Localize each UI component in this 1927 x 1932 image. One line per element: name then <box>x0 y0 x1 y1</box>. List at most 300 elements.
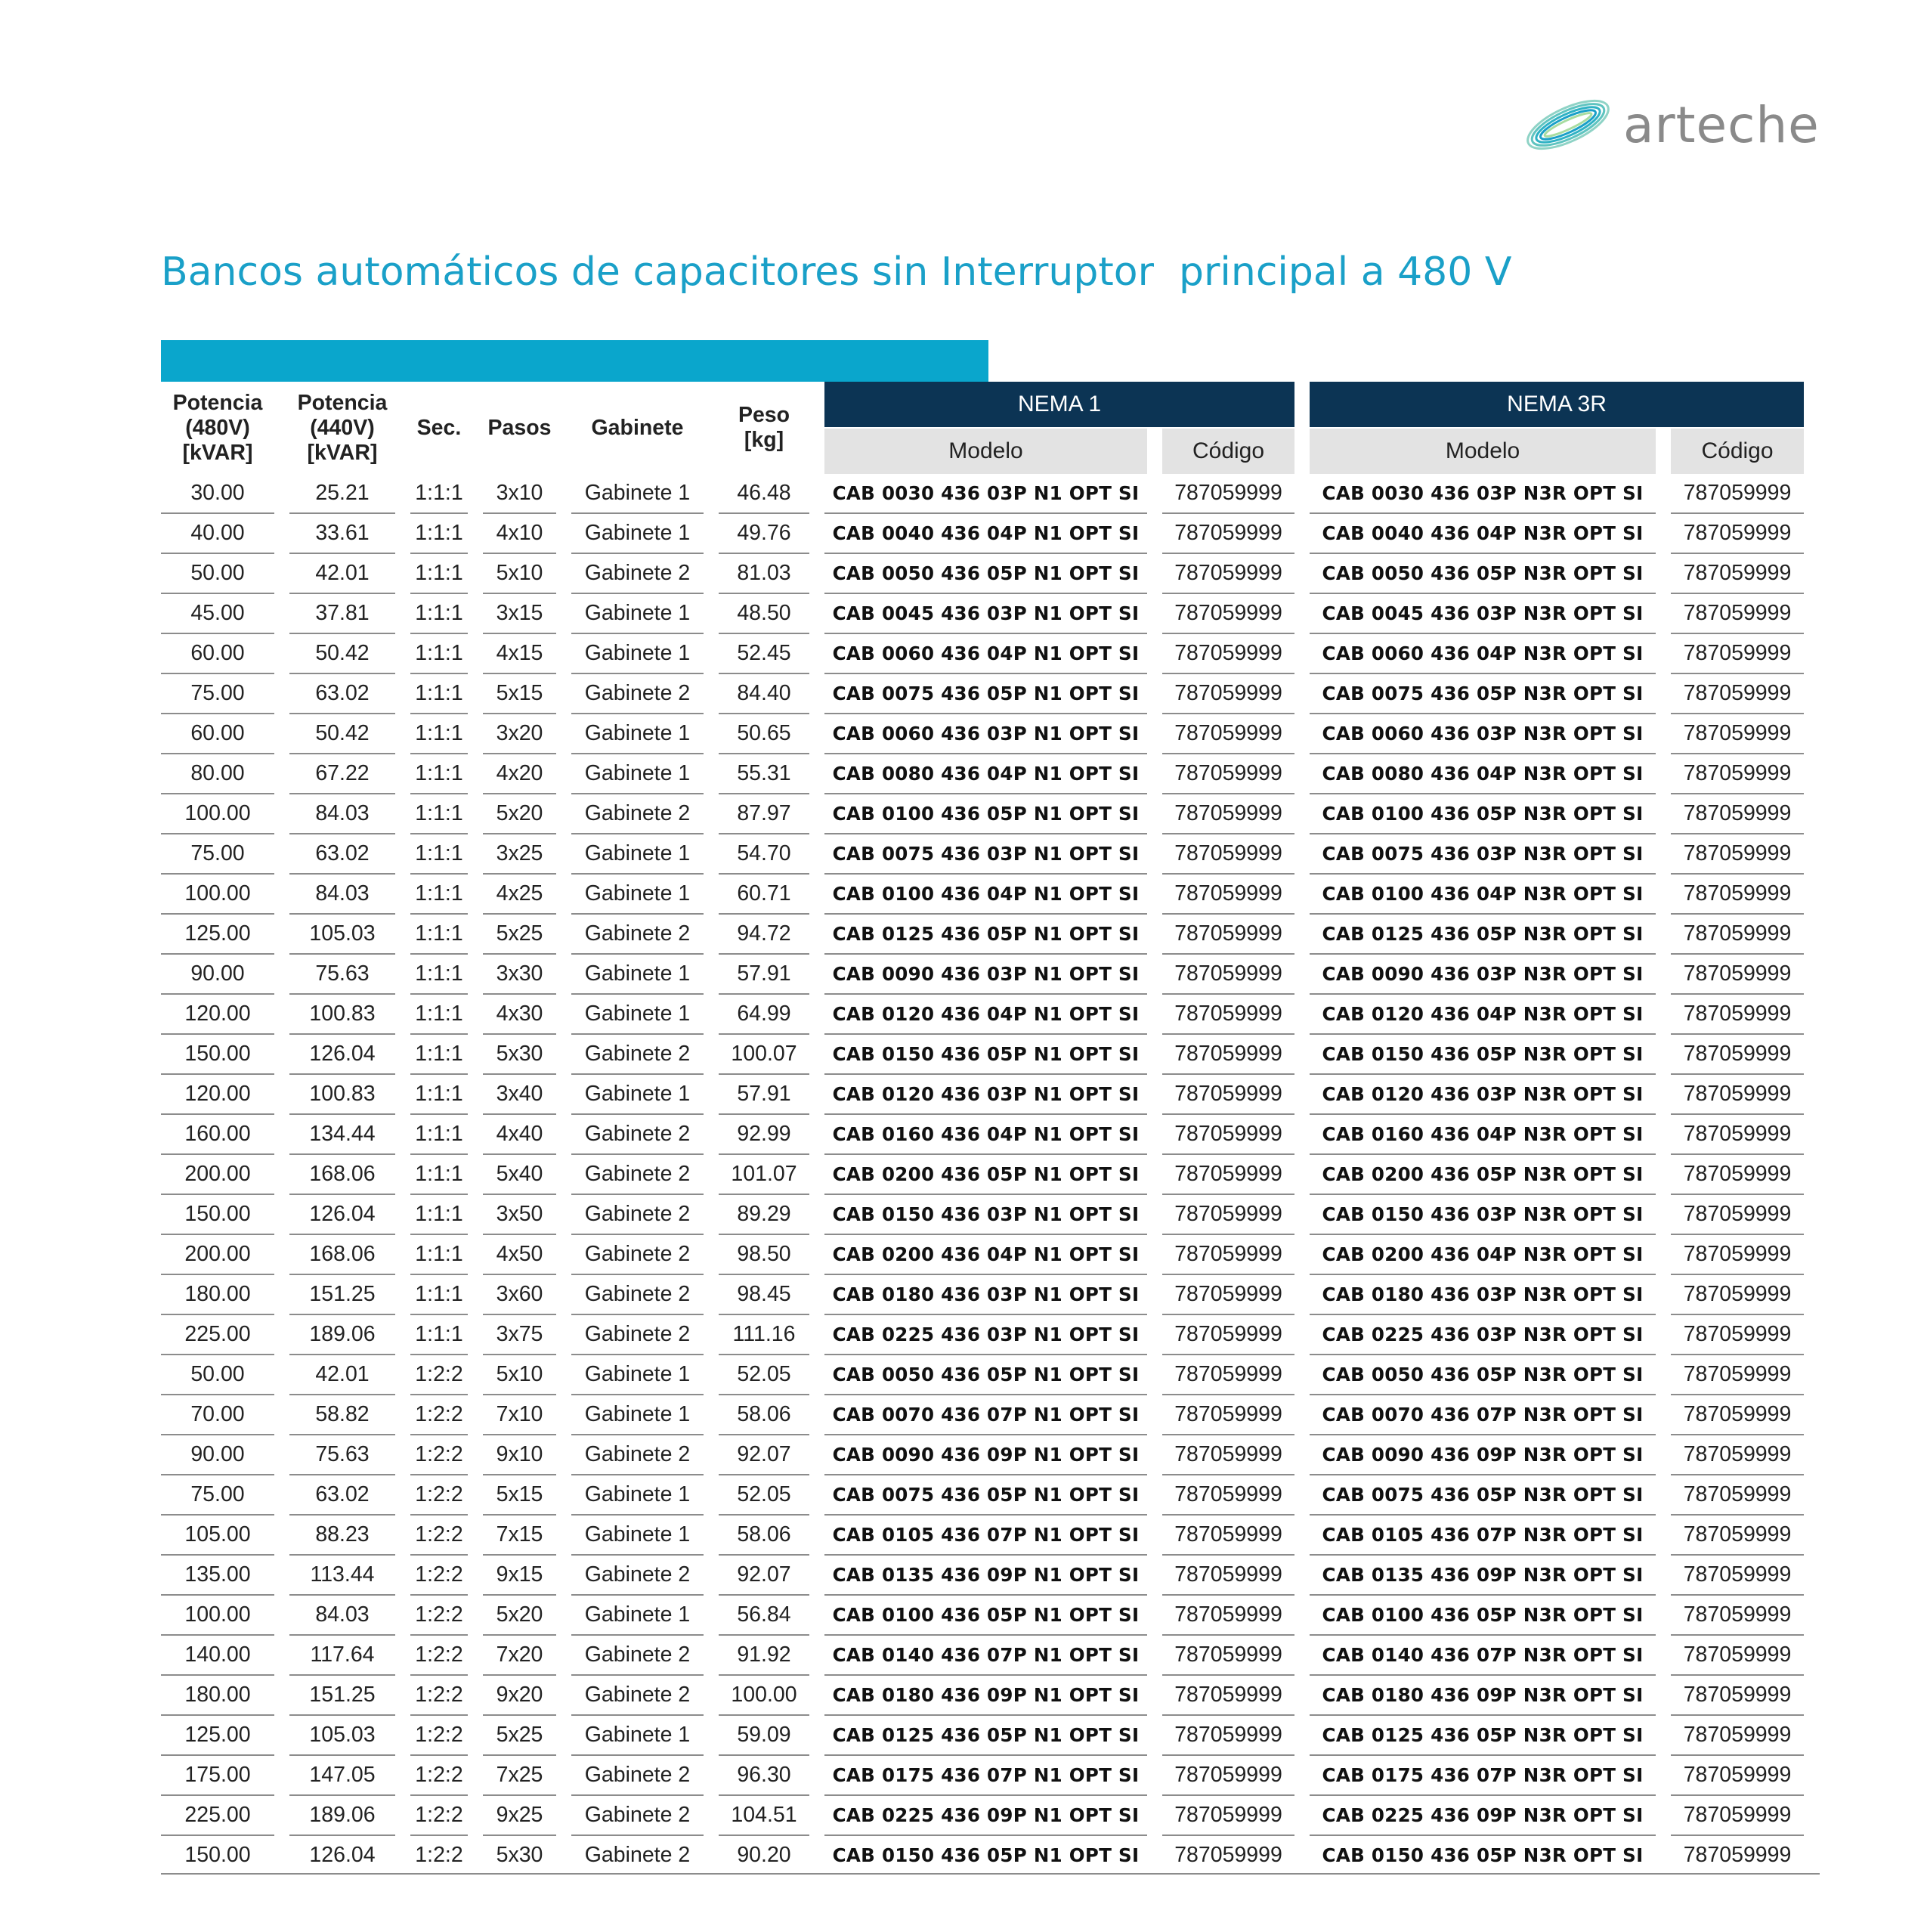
column-gap <box>274 1235 289 1275</box>
column-gap <box>274 1716 289 1756</box>
cell-potencia-440: 189.06 <box>289 1796 395 1836</box>
cell-sec: 1:2:2 <box>410 1395 468 1435</box>
column-gap <box>1294 1836 1310 1875</box>
col-header-codigo-nema3r: Código <box>1671 427 1804 474</box>
cell-pasos: 4x25 <box>483 875 556 915</box>
column-gap <box>274 834 289 875</box>
cell-peso: 55.31 <box>719 754 809 794</box>
cell-sec: 1:2:2 <box>410 1796 468 1836</box>
cell-codigo-nema3r: 787059999 <box>1671 674 1804 714</box>
cell-pasos: 3x20 <box>483 714 556 754</box>
column-gap <box>1294 1796 1310 1836</box>
column-gap <box>704 1756 719 1796</box>
cell-potencia-480: 125.00 <box>161 1716 274 1756</box>
cell-peso: 56.84 <box>719 1596 809 1636</box>
column-gap <box>1147 1355 1162 1395</box>
column-gap <box>556 514 571 554</box>
column-gap <box>468 1035 483 1075</box>
cell-potencia-480: 75.00 <box>161 834 274 875</box>
column-gap <box>1656 634 1671 674</box>
cell-codigo-nema1: 787059999 <box>1162 714 1294 754</box>
column-gap <box>1294 1756 1310 1796</box>
column-gap <box>809 1596 824 1636</box>
column-gap <box>1294 1315 1310 1355</box>
column-gap <box>1294 1716 1310 1756</box>
table-row <box>161 1435 1804 1475</box>
cell-modelo-nema1: CAB 0135 436 09P N1 OPT SI <box>824 1556 1147 1596</box>
column-gap <box>1147 1796 1162 1836</box>
page-title: Bancos automáticos de capacitores sin Interruptor principal a 480 V <box>161 249 1512 295</box>
column-gap <box>274 714 289 754</box>
column-gap <box>556 1516 571 1556</box>
column-gap <box>556 1796 571 1836</box>
column-gap <box>1656 1435 1671 1475</box>
column-gap <box>809 1075 824 1115</box>
column-gap <box>274 674 289 714</box>
column-gap <box>809 1516 824 1556</box>
cell-peso: 57.91 <box>719 955 809 995</box>
column-gap <box>809 1756 824 1796</box>
table-row <box>161 1836 1804 1875</box>
column-gap <box>395 474 410 514</box>
cell-codigo-nema3r: 787059999 <box>1671 875 1804 915</box>
column-gap <box>468 794 483 834</box>
cell-codigo-nema3r: 787059999 <box>1671 955 1804 995</box>
cell-potencia-440: 84.03 <box>289 794 395 834</box>
column-gap <box>556 1075 571 1115</box>
table-row <box>161 1395 1804 1435</box>
table-row <box>161 1195 1804 1235</box>
column-gap <box>1294 474 1310 514</box>
column-gap <box>1294 1676 1310 1716</box>
column-gap <box>274 634 289 674</box>
cell-gabinete: Gabinete 2 <box>571 1556 704 1596</box>
cell-modelo-nema3r: CAB 0125 436 05P N3R OPT SI <box>1310 915 1656 955</box>
column-gap <box>1147 514 1162 554</box>
column-gap <box>809 714 824 754</box>
cell-modelo-nema3r: CAB 0080 436 04P N3R OPT SI <box>1310 754 1656 794</box>
column-gap <box>809 514 824 554</box>
column-gap <box>468 1596 483 1636</box>
column-gap <box>1294 1075 1310 1115</box>
cell-modelo-nema3r: CAB 0120 436 03P N3R OPT SI <box>1310 1075 1656 1115</box>
column-gap <box>1147 754 1162 794</box>
table-row <box>161 634 1804 674</box>
table-row <box>161 875 1804 915</box>
cell-gabinete: Gabinete 1 <box>571 955 704 995</box>
cell-codigo-nema3r: 787059999 <box>1671 474 1804 514</box>
cell-potencia-480: 200.00 <box>161 1155 274 1195</box>
column-gap <box>1294 1235 1310 1275</box>
column-gap <box>1147 1035 1162 1075</box>
column-gap <box>704 554 719 594</box>
cell-sec: 1:2:2 <box>410 1756 468 1796</box>
cell-pasos: 3x30 <box>483 955 556 995</box>
table-row <box>161 834 1804 875</box>
column-gap <box>704 1836 719 1875</box>
column-gap <box>274 1556 289 1596</box>
cell-codigo-nema3r: 787059999 <box>1671 714 1804 754</box>
cell-potencia-440: 134.44 <box>289 1115 395 1155</box>
cell-modelo-nema1: CAB 0160 436 04P N1 OPT SI <box>824 1115 1147 1155</box>
column-gap <box>809 1716 824 1756</box>
cell-modelo-nema3r: CAB 0100 436 04P N3R OPT SI <box>1310 875 1656 915</box>
column-gap <box>809 1195 824 1235</box>
column-gap <box>556 1676 571 1716</box>
column-gap <box>395 834 410 875</box>
table-row <box>161 1596 1804 1636</box>
cell-peso: 58.06 <box>719 1395 809 1435</box>
cell-potencia-480: 180.00 <box>161 1676 274 1716</box>
cell-potencia-480: 120.00 <box>161 995 274 1035</box>
cell-sec: 1:2:2 <box>410 1596 468 1636</box>
capacitor-bank-table <box>161 382 1804 1875</box>
cell-potencia-480: 125.00 <box>161 915 274 955</box>
cell-modelo-nema1: CAB 0075 436 03P N1 OPT SI <box>824 834 1147 875</box>
cell-sec: 1:1:1 <box>410 1235 468 1275</box>
cell-peso: 89.29 <box>719 1195 809 1235</box>
cell-modelo-nema3r: CAB 0045 436 03P N3R OPT SI <box>1310 594 1656 634</box>
column-gap <box>1147 1516 1162 1556</box>
column-gap <box>395 1035 410 1075</box>
column-gap <box>809 834 824 875</box>
cell-sec: 1:1:1 <box>410 674 468 714</box>
cell-potencia-480: 150.00 <box>184 1843 251 1867</box>
column-gap <box>809 1636 824 1676</box>
cell-gabinete: Gabinete 1 <box>571 514 704 554</box>
cell-peso: 52.45 <box>719 634 809 674</box>
column-gap <box>556 714 571 754</box>
column-gap <box>1656 1676 1671 1716</box>
table-row <box>161 1716 1804 1756</box>
table-row <box>161 1275 1804 1315</box>
column-gap <box>556 754 571 794</box>
cell-codigo-nema3r: 787059999 <box>1671 995 1804 1035</box>
column-gap <box>468 594 483 634</box>
cell-potencia-440: 189.06 <box>289 1315 395 1355</box>
column-gap <box>395 1075 410 1115</box>
column-gap <box>1656 1596 1671 1636</box>
column-gap <box>704 1516 719 1556</box>
cell-codigo-nema1: 787059999 <box>1162 1275 1294 1315</box>
cell-potencia-440: 67.22 <box>289 754 395 794</box>
cell-potencia-440: 117.64 <box>289 1636 395 1676</box>
column-gap <box>395 754 410 794</box>
column-gap <box>1147 1756 1162 1796</box>
cell-peso: 92.07 <box>719 1435 809 1475</box>
column-gap <box>1147 1235 1162 1275</box>
col-header-text: Peso [kg] <box>738 403 790 452</box>
column-gap <box>704 1355 719 1395</box>
cell-codigo-nema1: 787059999 <box>1162 1035 1294 1075</box>
cell-gabinete: Gabinete 2 <box>584 1843 691 1867</box>
cell-potencia-440: 42.01 <box>289 554 395 594</box>
cell-potencia-480: 45.00 <box>161 594 274 634</box>
cell-modelo-nema3r: CAB 0075 436 05P N3R OPT SI <box>1310 674 1656 714</box>
column-gap <box>556 834 571 875</box>
column-gap <box>809 1155 824 1195</box>
cell-codigo-nema3r: 787059999 <box>1671 1275 1804 1315</box>
column-gap <box>704 1275 719 1315</box>
col-header-potencia-440 <box>289 382 395 474</box>
table-row <box>161 754 1804 794</box>
table-row <box>161 794 1804 834</box>
column-gap <box>1147 1836 1162 1875</box>
cell-pasos: 3x15 <box>483 594 556 634</box>
cell-codigo-nema3r: 787059999 <box>1671 514 1804 554</box>
cell-codigo-nema3r: 787059999 <box>1671 1075 1804 1115</box>
column-gap <box>809 674 824 714</box>
column-gap <box>1294 594 1310 634</box>
table-row <box>161 1756 1804 1796</box>
column-gap <box>809 634 824 674</box>
table-row <box>161 995 1804 1035</box>
column-gap <box>1147 554 1162 594</box>
column-gap <box>809 474 824 514</box>
cell-pasos: 7x10 <box>483 1395 556 1435</box>
column-gap <box>1656 1315 1671 1355</box>
column-gap <box>556 634 571 674</box>
column-gap <box>395 1596 410 1636</box>
table-row <box>161 514 1804 554</box>
cell-gabinete: Gabinete 1 <box>571 1516 704 1556</box>
cell-potencia-480: 60.00 <box>161 634 274 674</box>
column-gap <box>809 794 824 834</box>
column-gap <box>704 1676 719 1716</box>
column-gap <box>274 794 289 834</box>
cell-codigo-nema1: 787059999 <box>1162 1796 1294 1836</box>
column-gap <box>274 1796 289 1836</box>
cell-potencia-440: 58.82 <box>289 1395 395 1435</box>
column-gap <box>704 634 719 674</box>
cell-gabinete: Gabinete 1 <box>571 995 704 1035</box>
cell-modelo-nema1: CAB 0060 436 03P N1 OPT SI <box>824 714 1147 754</box>
cell-potencia-480: 90.00 <box>161 1435 274 1475</box>
cell-peso: 81.03 <box>719 554 809 594</box>
column-gap <box>274 875 289 915</box>
cell-codigo-nema3r: 787059999 <box>1671 915 1804 955</box>
column-gap <box>274 1035 289 1075</box>
column-gap <box>1294 915 1310 955</box>
cell-gabinete: Gabinete 1 <box>571 1475 704 1516</box>
cell-pasos: 5x10 <box>483 554 556 594</box>
table-row <box>161 1556 1804 1596</box>
column-gap <box>468 1556 483 1596</box>
column-gap <box>1656 1195 1671 1235</box>
column-gap <box>809 1475 824 1516</box>
cell-codigo-nema3r: 787059999 <box>1671 1355 1804 1395</box>
table-row <box>161 1115 1804 1155</box>
column-gap <box>395 1155 410 1195</box>
table-row <box>161 1315 1804 1355</box>
column-gap <box>1656 794 1671 834</box>
cell-modelo-nema3r: CAB 0125 436 05P N3R OPT SI <box>1310 1716 1656 1756</box>
col-header-modelo-nema1: Modelo <box>824 427 1147 474</box>
column-gap <box>1147 995 1162 1035</box>
column-gap <box>468 1435 483 1475</box>
cell-pasos: 5x30 <box>496 1843 543 1867</box>
cell-potencia-480: 70.00 <box>161 1395 274 1435</box>
cell-pasos: 5x25 <box>483 915 556 955</box>
column-gap <box>468 995 483 1035</box>
cell-potencia-440: 168.06 <box>289 1235 395 1275</box>
cell-sec: 1:1:1 <box>410 554 468 594</box>
column-gap <box>556 1195 571 1235</box>
cell-pasos: 3x25 <box>483 834 556 875</box>
cell-codigo-nema3r: 787059999 <box>1671 1435 1804 1475</box>
column-gap <box>809 955 824 995</box>
cell-potencia-480: 140.00 <box>161 1636 274 1676</box>
cell-codigo-nema1: 787059999 <box>1162 1235 1294 1275</box>
cell-pasos: 5x15 <box>483 1475 556 1516</box>
table-row <box>161 955 1804 995</box>
column-gap <box>274 1155 289 1195</box>
cell-sec: 1:1:1 <box>410 714 468 754</box>
cell-codigo-nema1: 787059999 <box>1162 1355 1294 1395</box>
cell-modelo-nema3r: CAB 0060 436 04P N3R OPT SI <box>1310 634 1656 674</box>
cell-gabinete: Gabinete 2 <box>571 915 704 955</box>
column-gap <box>468 955 483 995</box>
cell-pasos: 3x40 <box>483 1075 556 1115</box>
cell-gabinete: Gabinete 1 <box>571 1075 704 1115</box>
column-gap <box>704 474 719 514</box>
cell-modelo-nema3r: CAB 0075 436 05P N3R OPT SI <box>1310 1475 1656 1516</box>
cell-modelo-nema3r: CAB 0060 436 03P N3R OPT SI <box>1310 714 1656 754</box>
cell-potencia-480: 100.00 <box>161 794 274 834</box>
col-header-modelo-nema3r: Modelo <box>1310 427 1656 474</box>
column-gap <box>395 1355 410 1395</box>
cell-peso: 91.92 <box>719 1636 809 1676</box>
cell-modelo-nema1: CAB 0180 436 03P N1 OPT SI <box>824 1275 1147 1315</box>
column-gap <box>1294 794 1310 834</box>
column-gap <box>1294 1556 1310 1596</box>
cell-potencia-440: 88.23 <box>289 1516 395 1556</box>
cell-peso: 92.99 <box>719 1115 809 1155</box>
column-gap <box>1147 1395 1162 1435</box>
column-gap <box>1147 1075 1162 1115</box>
column-gap <box>468 474 483 514</box>
cell-pasos: 5x30 <box>483 1035 556 1075</box>
table-bottom-rule <box>161 1873 1820 1875</box>
column-gap <box>1147 1115 1162 1155</box>
column-gap <box>395 1516 410 1556</box>
column-gap <box>809 1395 824 1435</box>
column-gap <box>556 1475 571 1516</box>
cell-codigo-nema1: 787059999 <box>1162 1115 1294 1155</box>
cell-modelo-nema3r: CAB 0180 436 03P N3R OPT SI <box>1310 1275 1656 1315</box>
cell-codigo-nema3r: 787059999 <box>1671 594 1804 634</box>
cell-sec: 1:1:1 <box>410 834 468 875</box>
column-gap <box>1294 1475 1310 1516</box>
cell-potencia-440: 75.63 <box>289 1435 395 1475</box>
column-gap <box>556 1155 571 1195</box>
cell-peso: 90.20 <box>737 1843 791 1867</box>
cell-potencia-440: 75.63 <box>289 955 395 995</box>
column-gap <box>1656 1075 1671 1115</box>
table-row <box>161 1035 1804 1075</box>
column-gap <box>468 1636 483 1676</box>
column-gap <box>1294 674 1310 714</box>
cell-gabinete: Gabinete 1 <box>571 634 704 674</box>
column-gap <box>395 1475 410 1516</box>
cell-sec: 1:1:1 <box>410 1075 468 1115</box>
column-gap <box>556 1556 571 1596</box>
cell-modelo-nema1: CAB 0150 436 05P N1 OPT SI <box>832 1844 1140 1866</box>
cell-sec: 1:1:1 <box>410 1155 468 1195</box>
column-gap <box>1656 714 1671 754</box>
column-gap <box>1147 1556 1162 1596</box>
cell-potencia-440: 126.04 <box>289 1195 395 1235</box>
cell-codigo-nema1: 787059999 <box>1162 1636 1294 1676</box>
column-gap <box>1294 554 1310 594</box>
column-gap <box>704 1796 719 1836</box>
cell-sec: 1:2:2 <box>410 1516 468 1556</box>
cell-peso: 94.72 <box>719 915 809 955</box>
cell-peso: 59.09 <box>719 1716 809 1756</box>
cell-codigo-nema3r: 787059999 <box>1671 1556 1804 1596</box>
cell-pasos: 7x25 <box>483 1756 556 1796</box>
cell-pasos: 3x10 <box>483 474 556 514</box>
cell-modelo-nema1: CAB 0090 436 03P N1 OPT SI <box>824 955 1147 995</box>
cell-sec: 1:2:2 <box>415 1843 463 1867</box>
column-gap <box>395 514 410 554</box>
cell-potencia-440: 84.03 <box>289 1596 395 1636</box>
column-gap <box>468 834 483 875</box>
cell-pasos: 5x15 <box>483 674 556 714</box>
cell-potencia-480: 105.00 <box>161 1516 274 1556</box>
cell-potencia-440: 33.61 <box>289 514 395 554</box>
cell-pasos: 4x30 <box>483 995 556 1035</box>
col-header-codigo-nema1: Código <box>1162 427 1294 474</box>
cell-modelo-nema3r: CAB 0175 436 07P N3R OPT SI <box>1310 1756 1656 1796</box>
cell-modelo-nema1: CAB 0080 436 04P N1 OPT SI <box>824 754 1147 794</box>
column-gap <box>1294 1035 1310 1075</box>
column-gap <box>809 1115 824 1155</box>
column-gap <box>704 1395 719 1435</box>
column-gap <box>556 594 571 634</box>
column-gap <box>395 875 410 915</box>
column-gap <box>704 674 719 714</box>
column-gap <box>1656 674 1671 714</box>
cell-peso: 100.07 <box>719 1035 809 1075</box>
cell-gabinete: Gabinete 2 <box>571 794 704 834</box>
cell-potencia-480: 60.00 <box>161 714 274 754</box>
column-gap <box>556 674 571 714</box>
cell-peso: 49.76 <box>719 514 809 554</box>
column-gap <box>274 1756 289 1796</box>
cell-gabinete: Gabinete 2 <box>571 1315 704 1355</box>
cell-modelo-nema1: CAB 0100 436 05P N1 OPT SI <box>824 794 1147 834</box>
cell-modelo-nema1: CAB 0075 436 05P N1 OPT SI <box>824 1475 1147 1516</box>
cell-gabinete: Gabinete 2 <box>571 1195 704 1235</box>
cell-pasos: 5x40 <box>483 1155 556 1195</box>
column-gap <box>704 794 719 834</box>
col-header-pasos: Pasos <box>487 415 552 440</box>
column-gap <box>274 1075 289 1115</box>
column-gap <box>1656 834 1671 875</box>
cell-codigo-nema1: 787059999 <box>1162 1475 1294 1516</box>
column-gap <box>556 1315 571 1355</box>
cell-gabinete: Gabinete 2 <box>571 1035 704 1075</box>
group-header-nema1: NEMA 1 <box>824 382 1294 427</box>
column-gap <box>1294 875 1310 915</box>
cell-pasos: 3x60 <box>483 1275 556 1315</box>
cell-gabinete: Gabinete 1 <box>571 834 704 875</box>
cell-codigo-nema3r: 787059999 <box>1671 754 1804 794</box>
column-gap <box>1656 1516 1671 1556</box>
cell-potencia-480: 90.00 <box>161 955 274 995</box>
column-gap <box>1147 1475 1162 1516</box>
